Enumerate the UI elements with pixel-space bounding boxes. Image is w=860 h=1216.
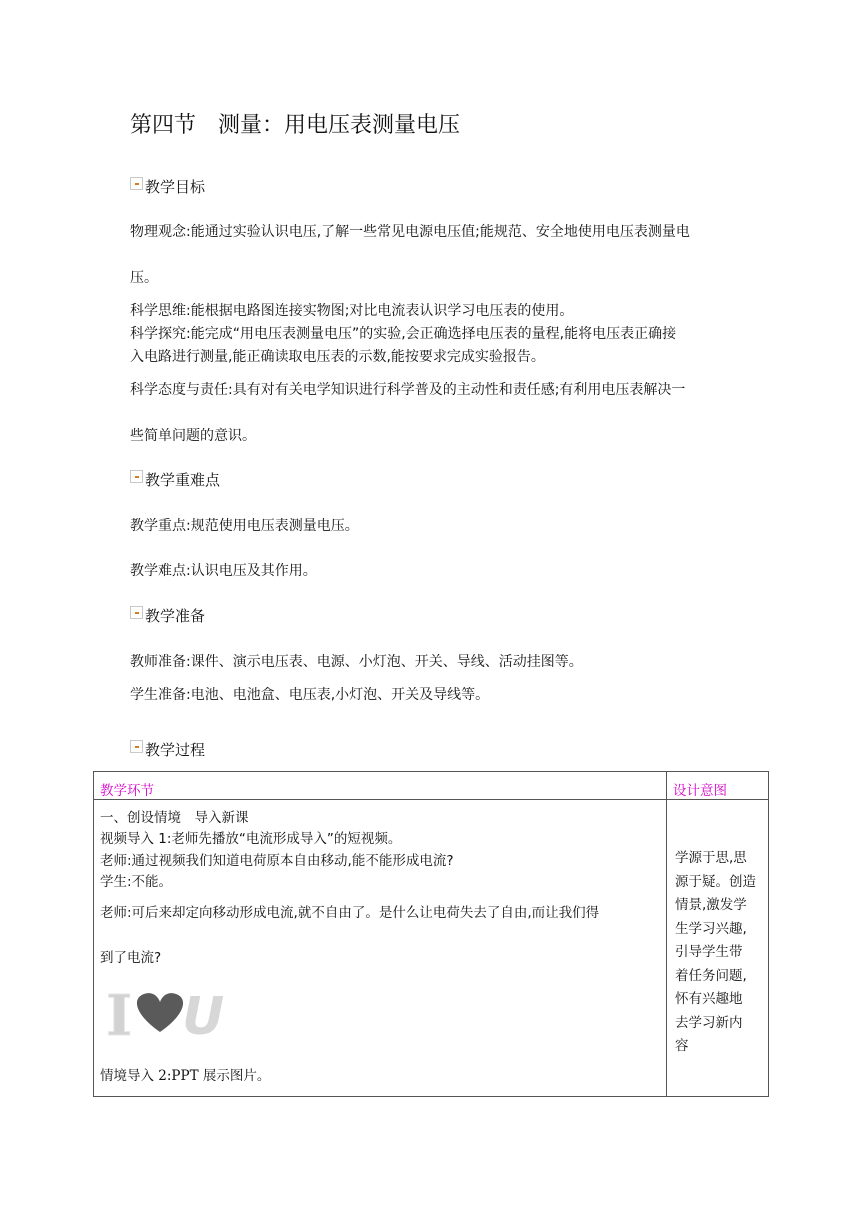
- intent-line: 引导学生带: [675, 944, 743, 960]
- paragraph: 压。: [130, 270, 158, 286]
- image-placeholder-icon: [130, 470, 143, 483]
- section-title: 教学过程: [145, 741, 206, 759]
- table-cell-procedure: [94, 800, 667, 1097]
- section-title: 教学重难点: [145, 471, 221, 489]
- intent-line: 着任务问题,: [675, 967, 747, 984]
- paragraph: 教学难点:认识电压及其作用。: [130, 563, 317, 579]
- table-header-cell: 设计意图: [667, 772, 769, 800]
- line-text: 情境导入: [100, 1068, 159, 1084]
- page-title: 第四节 测量：用电压表测量电压: [130, 113, 461, 138]
- image-placeholder-icon: [130, 606, 143, 619]
- paragraph: 学生准备:电池、电池盒、电压表,小灯泡、开关及导线等。: [130, 687, 490, 703]
- section-heading-key-points: [130, 469, 220, 490]
- intent-line: 学源于思,思: [675, 850, 747, 866]
- table-line: 老师:可后来却定向移动形成电流,就不自由了。是什么让电荷失去了自由,而让我们得: [100, 905, 600, 921]
- heart-icon: [137, 993, 183, 1032]
- intent-line: 生学习兴趣,: [675, 920, 747, 937]
- paragraph: 物理观念:能通过实验认识电压,了解一些常见电源电压值;能规范、安全地使用电压表测量电: [130, 224, 690, 240]
- image-placeholder-icon: [130, 177, 143, 190]
- line-code: 2:PPT: [158, 1068, 199, 1084]
- table-cell-intent: [667, 800, 769, 1097]
- table-line: 一、创设情境 导入新课: [100, 810, 249, 826]
- logo-letter-u: U: [182, 987, 224, 1040]
- i-love-u-image: [104, 984, 224, 1040]
- paragraph: 教学重点:规范使用电压表测量电压。: [130, 518, 359, 534]
- intent-line: 去学习新内: [675, 1014, 743, 1031]
- intent-line: 容: [675, 1038, 689, 1054]
- section-heading-process: [130, 739, 205, 760]
- section-title: 教学目标: [145, 178, 206, 196]
- section-heading-goals: [130, 176, 205, 197]
- paragraph: 教师准备:课件、演示电压表、电源、小灯泡、开关、导线、活动挂图等。: [130, 654, 583, 670]
- paragraph: 科学思维:能根据电路图连接实物图;对比电流表认识学习电压表的使用。: [130, 303, 574, 319]
- section-heading-preparation: [130, 605, 205, 626]
- line-text: 展示图片。: [198, 1068, 271, 1084]
- table-line: [100, 1064, 270, 1084]
- intent-line: 怀有兴趣地: [675, 991, 743, 1007]
- table-line: 到了电流?: [100, 950, 162, 966]
- section-title: 教学准备: [145, 607, 206, 625]
- table-line: 视频导入 1:老师先播放“电流形成导入”的短视频。: [100, 831, 402, 847]
- lesson-plan-table: [93, 771, 769, 1097]
- table-header-cell: 教学环节: [94, 772, 667, 800]
- table-line: 老师:通过视频我们知道电荷原本自由移动,能不能形成电流?: [100, 853, 454, 869]
- paragraph: 科学探究:能完成“用电压表测量电压”的实验,会正确选择电压表的量程,能将电压表正确接: [130, 326, 677, 342]
- paragraph: 些简单问题的意识。: [130, 428, 256, 444]
- intent-line: 源于疑。创造: [675, 873, 756, 890]
- logo-letter-i: I: [106, 984, 133, 1040]
- table-line: 学生:不能。: [100, 874, 173, 890]
- paragraph: 入电路进行测量,能正确读取电压表的示数,能按要求完成实验报告。: [130, 349, 545, 365]
- image-placeholder-icon: [130, 740, 143, 753]
- intent-line: 情景,激发学: [675, 897, 747, 913]
- paragraph: 科学态度与责任:具有对有关电学知识进行科学普及的主动性和责任感;有利用电压表解决一: [130, 382, 686, 398]
